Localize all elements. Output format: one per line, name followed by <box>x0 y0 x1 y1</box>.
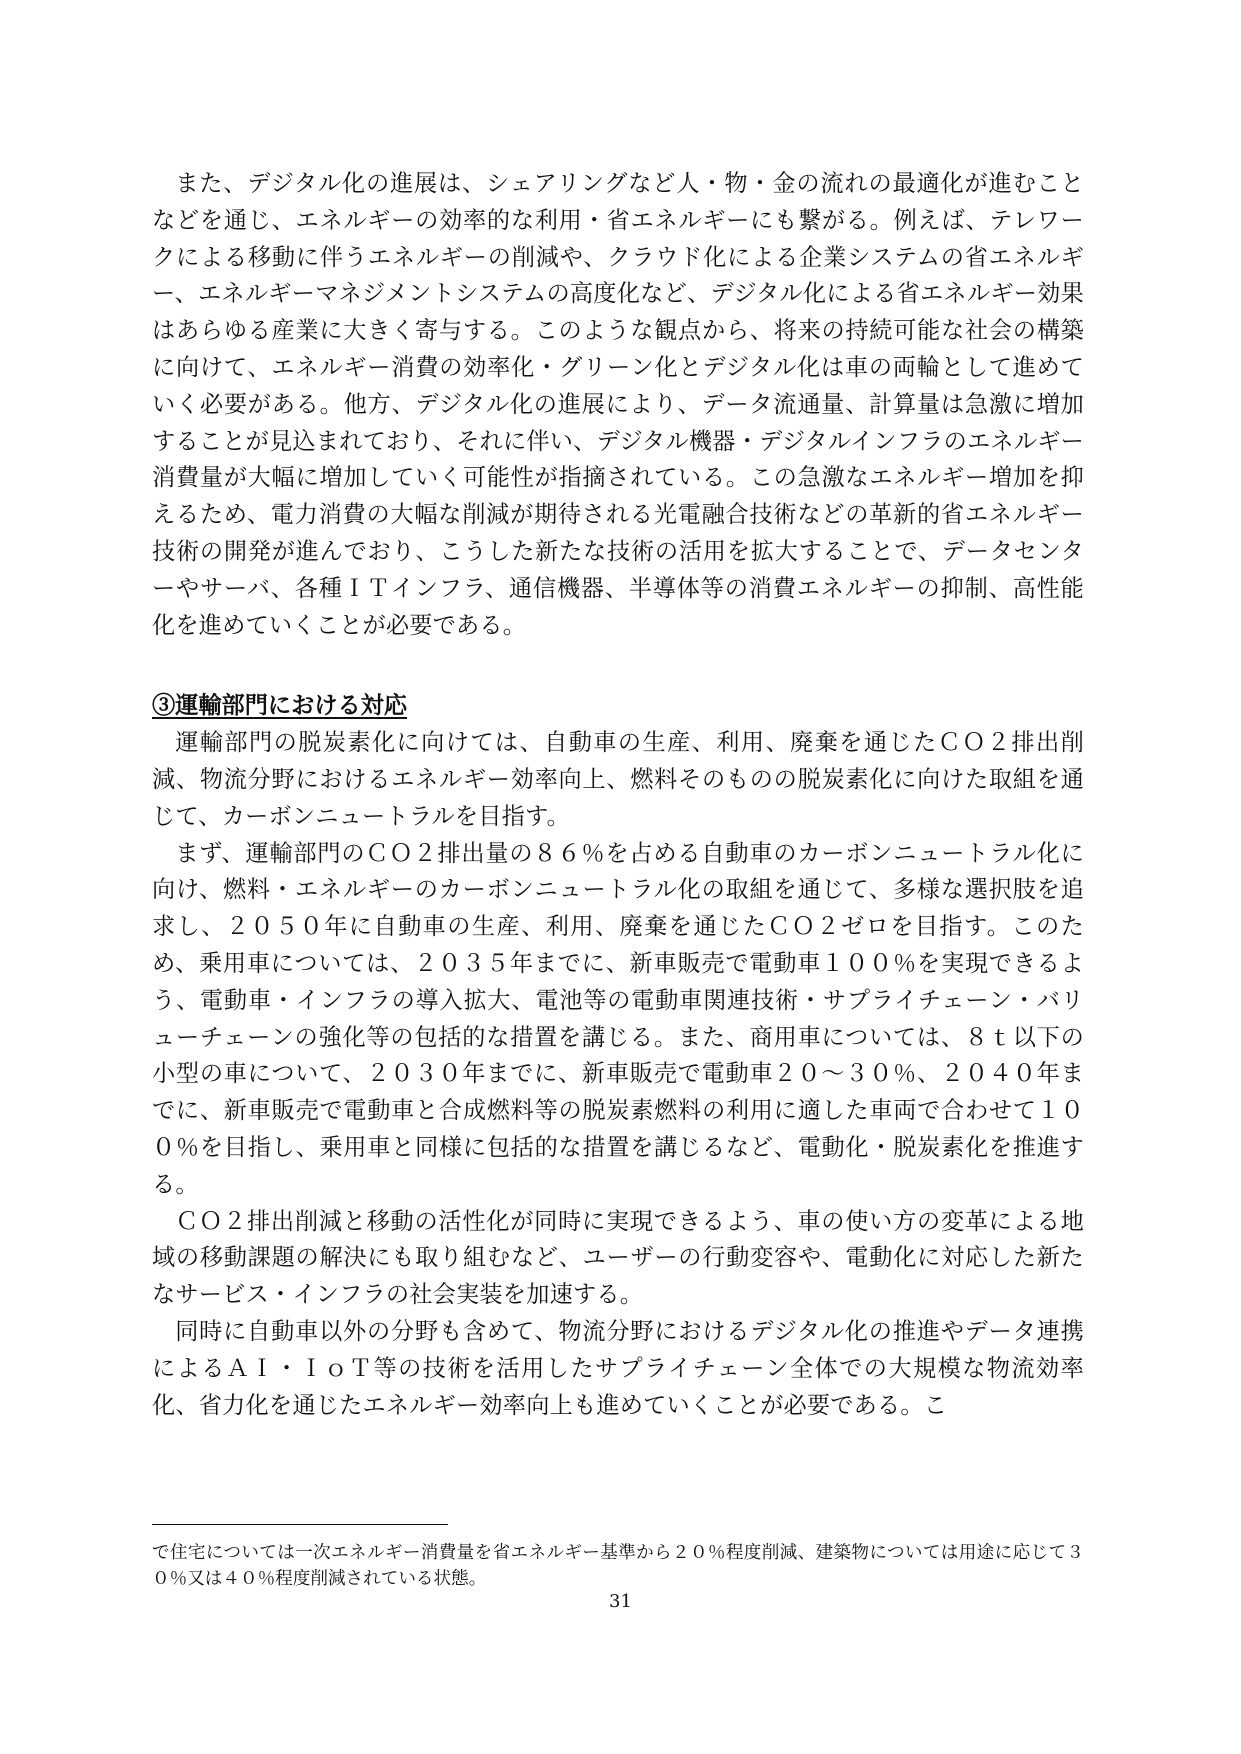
paragraph-transport-decarbonization: 運輸部門の脱炭素化に向けては、自動車の生産、利用、廃棄を通じたＣＯ２排出削減、物流分野におけるエネルギー効率向上、燃料そのものの脱炭素化に向けた取組を通じて、カーボンニュートラルを目指す。 <box>152 729 1084 830</box>
body-text <box>152 166 1084 1424</box>
paragraph-automobile-carbon-neutral: まず、運輸部門のＣＯ２排出量の８６％を占める自動車のカーボンニュートラル化に向け、燃料・エネルギーのカーボンニュートラル化の取組を通じて、多様な選択肢を追求し、２０５０年に自動車の生産、利用、廃棄を通じたＣＯ２ゼロを目指す。このため、乗用車については、２０３５年までに、新車販売で電動車１００％を実現できるよう、電動車・インフラの導入拡大、電池等の電動車関連技術・サプライチェーン・バリューチェーンの強化等の包括的な措置を講じる。また、商用車については、８ｔ以下の小型の車について、２０３０年までに、新車販売で電動車２０～３０％、２０４０年までに、新車販売で電動車と合成燃料等の脱炭素燃料の利用に適した車両で合わせて１００％を目指し、乗用車と同様に包括的な措置を講じるなど、電動化・脱炭素化を推進する。 <box>152 839 1084 1198</box>
section-heading-transport: ③運輸部門における対応 <box>152 692 408 720</box>
footnote-text: で住宅については一次エネルギー消費量を省エネルギー基準から２０％程度削減、建築物については用途に応じて３０％又は４０％程度削減されている状態。 <box>152 1543 1084 1589</box>
footnote-divider <box>152 1524 448 1525</box>
paragraph-digitalization-energy: また、デジタル化の進展は、シェアリングなど人・物・金の流れの最適化が進むことなどを通じ、エネルギーの効率的な利用・省エネルギーにも繋がる。例えば、テレワークによる移動に伴うエネルギーの削減や、クラウド化による企業システムの省エネルギー、エネルギーマネジメントシステムの高度化など、デジタル化による省エネルギー効果はあらゆる産業に大きく寄与する。このような観点から、将来の持続可能な社会の構築に向けて、エネルギー消費の効率化・グリーン化とデジタル化は車の両輪として進めていく必要がある。他方、デジタル化の進展により、データ流通量、計算量は急激に増加することが見込まれており、それに伴い、デジタル機器・デジタルインフラのエネルギー消費量が大幅に増加していく可能性が指摘されている。この急激なエネルギー増加を抑えるため、電力消費の大幅な削減が期待される光電融合技術などの革新的省エネルギー技術の開発が進んでおり、こうした新たな技術の活用を拡大することで、データセンターやサーバ、各種ＩＴインフラ、通信機器、半導体等の消費エネルギーの抑制、高性能化を進めていくことが必要である。 <box>152 170 1084 639</box>
paragraph-mobility-transformation: ＣＯ２排出削減と移動の活性化が同時に実現できるよう、車の使い方の変革による地域の移動課題の解決にも取り組むなど、ユーザーの行動変容や、電動化に対応した新たなサービス・インフラの社会実装を加速する。 <box>152 1207 1084 1309</box>
paragraph-logistics-efficiency: 同時に自動車以外の分野も含めて、物流分野におけるデジタル化の推進やデータ連携によるＡＩ・ＩｏＴ等の技術を活用したサプライチェーン全体での大規模な物流効率化、省力化を通じたエネルギー効率向上も進めていくことが必要である。こ <box>152 1317 1084 1419</box>
page-number: 31 <box>609 1591 632 1612</box>
